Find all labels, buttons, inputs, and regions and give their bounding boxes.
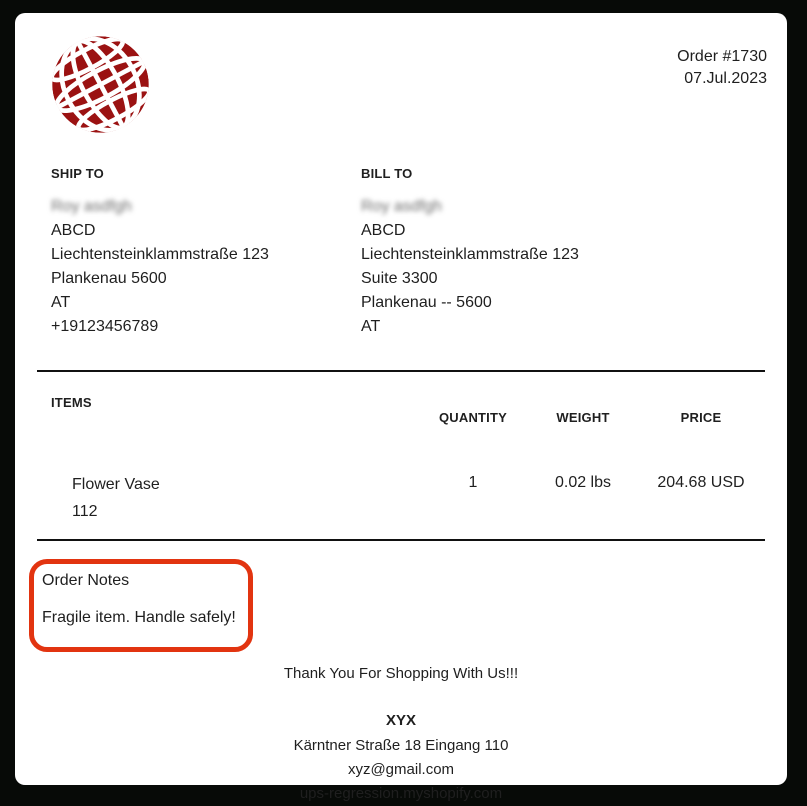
ship-to-section bbox=[51, 166, 361, 339]
ship-to-line: Liechtensteinklammstraße 123 bbox=[51, 246, 269, 263]
order-date: 07.Jul.2023 bbox=[684, 70, 767, 87]
shop-email: xyz@gmail.com bbox=[347, 761, 455, 778]
ship-to-heading: SHIP TO bbox=[51, 166, 104, 181]
item-price: 204.68 USD bbox=[657, 474, 745, 491]
ship-to-name: Roy asdfgh bbox=[51, 198, 132, 215]
shop-website: ups-regression.myshopify.com bbox=[299, 785, 503, 802]
order-notes-text: Fragile item. Handle safely! bbox=[42, 609, 236, 626]
bill-to-line: AT bbox=[361, 318, 381, 335]
bill-to-line: Liechtensteinklammstraße 123 bbox=[361, 246, 579, 263]
order-notes-highlight-box bbox=[29, 559, 253, 652]
item-weight: 0.02 lbs bbox=[554, 474, 612, 491]
order-info bbox=[677, 32, 767, 90]
bill-to-heading: BILL TO bbox=[361, 166, 413, 181]
items-table bbox=[37, 370, 765, 541]
bill-to-line: Plankenau -- 5600 bbox=[361, 294, 492, 311]
invoice-header bbox=[35, 32, 767, 137]
weight-column-header: WEIGHT bbox=[556, 410, 610, 425]
thank-you-message: Thank You For Shopping With Us!!! bbox=[283, 665, 519, 682]
addresses-section bbox=[51, 166, 767, 339]
bill-to-name: Roy asdfgh bbox=[361, 198, 442, 215]
ship-to-line: ABCD bbox=[51, 222, 96, 239]
item-name: Flower Vase bbox=[72, 476, 160, 493]
ship-to-line: Plankenau 5600 bbox=[51, 270, 167, 287]
items-table-header-row bbox=[37, 371, 765, 433]
order-notes-title: Order Notes bbox=[42, 572, 130, 589]
quantity-column-header: QUANTITY bbox=[438, 410, 508, 425]
globe-icon bbox=[48, 32, 153, 137]
ship-to-line: +19123456789 bbox=[51, 318, 159, 335]
item-name-cell bbox=[37, 433, 417, 540]
item-variant: 112 bbox=[72, 503, 98, 520]
shop-name: XYX bbox=[385, 712, 416, 729]
invoice-page bbox=[15, 13, 787, 802]
shop-footer bbox=[35, 709, 767, 806]
shop-address: Kärntner Straße 18 Eingang 110 bbox=[293, 737, 509, 754]
items-column-header: ITEMS bbox=[51, 395, 92, 410]
bill-to-line: ABCD bbox=[361, 222, 406, 239]
item-quantity: 1 bbox=[468, 474, 478, 491]
bill-to-line: Suite 3300 bbox=[361, 270, 438, 287]
ship-to-line: AT bbox=[51, 294, 71, 311]
order-number: Order #1730 bbox=[677, 48, 767, 65]
item-row bbox=[37, 433, 765, 540]
bill-to-section bbox=[361, 166, 671, 339]
price-column-header: PRICE bbox=[680, 410, 722, 425]
